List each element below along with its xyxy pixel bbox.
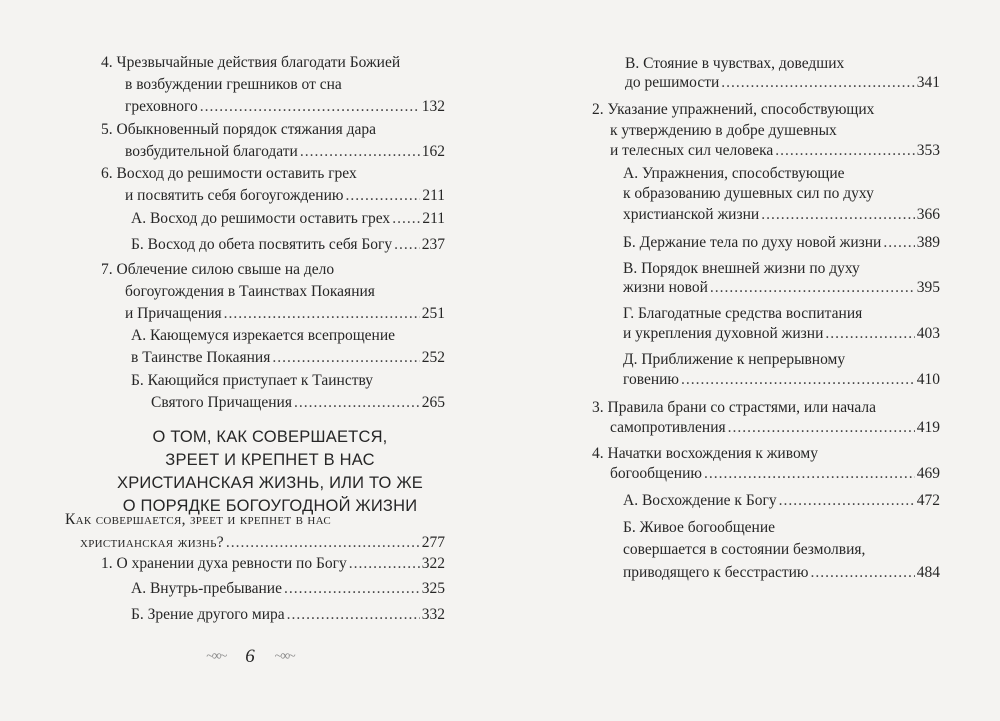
dot-leader [710,277,915,299]
page-number: 469 [916,465,940,482]
toc-entry-line: 1. О хранении духа ревности по Богу [101,555,347,572]
page-number: 211 [422,210,445,227]
page-number: 251 [421,305,445,322]
page-number: 341 [916,74,940,91]
toc-entry-line: греховного [125,98,198,115]
toc-entry-line: к утверждению в добре душевных [610,122,837,139]
toc-entry-line: 4. Начатки восхождения к живому [592,445,818,462]
dot-leader [825,323,914,345]
dot-leader [775,140,914,162]
dot-leader [294,392,420,414]
page-number: 325 [421,580,445,597]
section-heading-line: ЗРЕЕТ И КРЕПНЕТ В НАС [165,451,375,469]
dot-leader [287,604,420,626]
dot-leader [200,96,420,118]
dot-leader [779,490,915,512]
section-heading-line: О ПОРЯДКЕ БОГОУГОДНОЙ ЖИЗНИ [122,497,418,515]
toc-entry-line: Святого Причащения [151,394,292,411]
folio-number: 6 [245,646,255,667]
toc-entry-line: Б. Восход до обета посвятить себя Богу [131,236,393,253]
toc-entry-line: богоугождения в Таинствах Покаяния [125,283,375,300]
toc-entry-line: А. Внутрь-пребывание [131,580,282,597]
toc-entry-line: в возбуждении грешников от сна [125,76,342,93]
toc-entry-line: самопротивления [610,419,726,436]
toc-entry-line: 4. Чрезвычайные действия благодати Божией [101,54,401,71]
page-number: 419 [916,419,940,436]
toc-entry-line: 2. Указание упражнений, способствующих [592,101,875,118]
dot-leader [761,204,915,226]
toc-entry-line: А. Кающемуся изрекается всепрощение [131,327,395,344]
dot-leader [392,208,420,230]
toc-entry-line: говению [623,371,679,388]
toc-entry-line: 6. Восход до решимости оставить грех [101,165,357,182]
toc-entry-line: совершается в состоянии безмолвия, [623,541,866,558]
dot-leader [811,562,915,584]
ornament-left-icon: ~∞~ [206,649,226,664]
dot-leader [704,463,915,485]
page-number: 265 [421,394,445,411]
dot-leader [394,234,420,256]
toc-entry-line: А. Восход до решимости оставить грех [131,210,391,227]
section-heading-line: О ТОМ, КАК СОВЕРШАЕТСЯ, [152,428,388,446]
toc-entry-line: Б. Держание тела по духу новой жизни [623,234,882,251]
toc-entry-line: возбудительной благодати [125,143,298,160]
page-number: 403 [916,325,940,342]
page-folio [0,646,500,668]
page-number: 132 [421,98,445,115]
dot-leader [300,141,420,163]
toc-entry-line: жизни новой [623,279,708,296]
toc-entry-line: А. Упражнения, способствующие [623,165,845,182]
section-heading-line: ХРИСТИАНСКАЯ ЖИЗНЬ, ИЛИ ТО ЖЕ [116,474,424,492]
toc-entry-line: и посвятить себя богоугождению [125,187,344,204]
page-number: 366 [916,206,940,223]
page-number: 252 [421,349,445,366]
toc-entry-line: к образованию душевных сил по духу [623,185,874,202]
page-number: 395 [916,279,940,296]
dot-leader [728,417,915,439]
page-number: 211 [422,187,445,204]
toc-entry-line: Б. Живое богообщение [623,519,776,536]
dot-leader [284,578,420,600]
toc-entry-line: Д. Приближение к непрерывному [623,351,846,368]
toc-entry-line: Как совершается, зреет и крепнет в нас [65,511,331,528]
toc-entry-line: Г. Благодатные средства воспитания [623,305,863,322]
toc-entry-line: и Причащения [125,305,222,322]
dot-leader [349,553,420,575]
toc-entry-line: 7. Облечение силою свыше на дело [101,261,335,278]
page-number: 332 [421,606,445,623]
page-number: 410 [916,371,940,388]
page-number: 237 [421,236,445,253]
toc-entry-line: 3. Правила брани со страстями, или начала [592,399,876,416]
dot-leader [272,347,419,369]
dot-leader [681,369,915,391]
toc-entry-line: и телесных сил человека [610,142,774,159]
toc-entry-line: богообщению [610,465,702,482]
page-number: 472 [916,492,940,509]
toc-entry-line: В. Порядок внешней жизни по духу [623,260,860,277]
page-number: 162 [421,143,445,160]
toc-entry-line: Б. Кающийся приступает к Таинству [131,372,374,389]
toc-entry-line: Б. Зрение другого мира [131,606,285,623]
toc-entry-line: 5. Обыкновенный порядок стяжания дара [101,121,376,138]
dot-leader [345,185,420,207]
toc-entry-line: христианской жизни [623,206,760,223]
ornament-right-icon: ~∞~ [274,649,294,664]
dot-leader [883,232,914,254]
toc-entry-line: А. Восхождение к Богу [623,492,777,509]
page-number: 484 [916,564,940,581]
toc-entry-line: и укрепления духовной жизни [623,325,824,342]
page-number: 322 [421,555,445,572]
dot-leader [226,532,420,554]
toc-entry-line: приводящего к бесстрастию [623,564,809,581]
page-number: 353 [916,142,940,159]
toc-entry-line: в Таинстве Покаяния [131,349,271,366]
toc-entry-line: В. Стояние в чувствах, доведших [625,55,845,72]
right-page [500,0,1000,721]
dot-leader [721,72,914,94]
page-number: 389 [916,234,940,251]
toc-entry-line: до решимости [625,74,720,91]
toc-entry-line: христианская жизнь? [80,534,224,551]
page-number: 277 [421,534,445,551]
dot-leader [224,303,420,325]
